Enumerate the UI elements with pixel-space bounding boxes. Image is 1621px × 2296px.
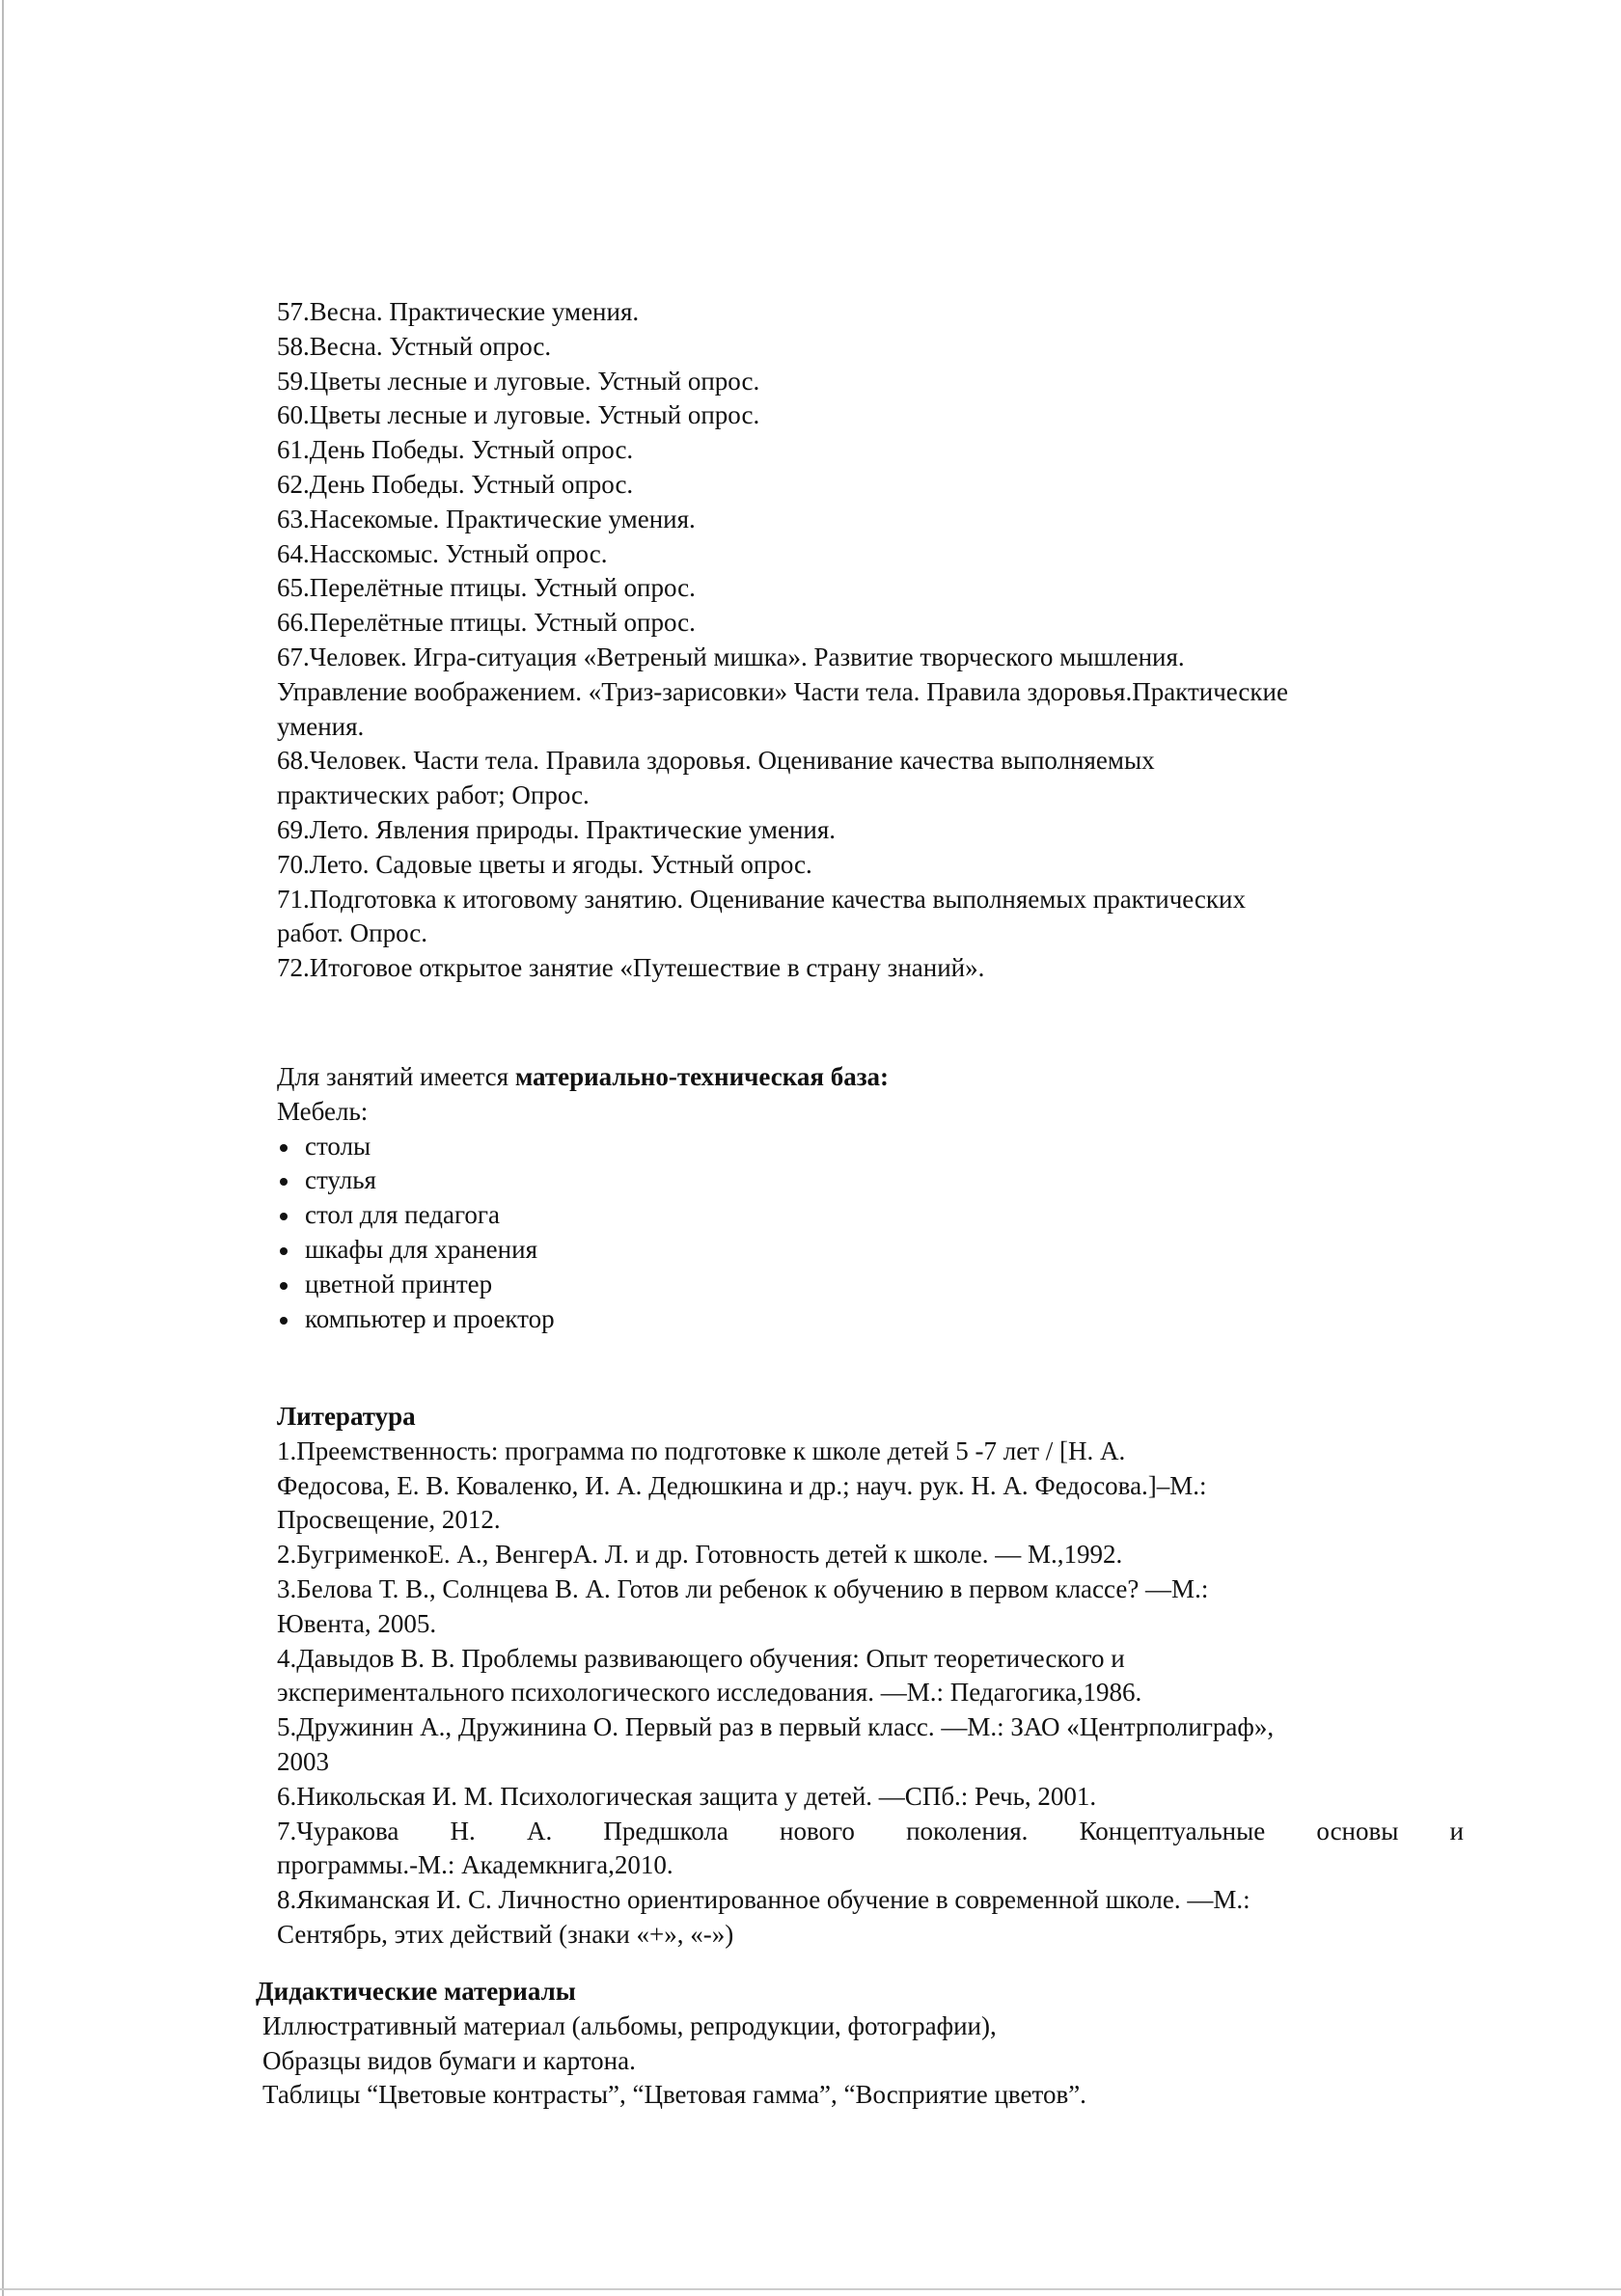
lesson-item xyxy=(277,503,1464,537)
literature-item xyxy=(277,1710,1464,1780)
lesson-item xyxy=(277,571,1464,606)
intro-bold-text: материально-техническая база: xyxy=(514,1062,890,1091)
material-base-intro xyxy=(277,1060,1464,1095)
furniture-item: шкафы для хранения xyxy=(277,1233,1464,1268)
literature-item-line: 8.Якиманская И. С. Личностно ориентированное обучение в современной школе. —М.: xyxy=(277,1885,1250,1915)
lesson-item-line: 62.День Победы. Устный опрос. xyxy=(277,469,634,499)
lesson-item-line: 66.Перелётные птицы. Устный опрос. xyxy=(277,608,696,638)
lesson-item-line: Управление воображением. «Триз-зарисовки» Части тела. Правила здоровья.Практические xyxy=(277,676,1288,706)
lesson-item xyxy=(277,537,1464,572)
literature-item-line: программы.-М.: Академкнига,2010. xyxy=(277,1850,673,1880)
lesson-item-line: 70.Лето. Садовые цветы и ягоды. Устный опрос. xyxy=(277,849,812,879)
lesson-item xyxy=(277,883,1464,952)
literature-item xyxy=(277,1883,1464,1953)
literature-heading: Литература xyxy=(277,1402,416,1431)
lesson-item-line: 63.Насекомые. Практические умения. xyxy=(277,504,696,533)
literature-list xyxy=(277,1435,1464,1953)
scan-bottom-edge xyxy=(0,2288,1621,2290)
lesson-item-line: практических работ; Опрос. xyxy=(277,780,590,810)
didactic-section xyxy=(256,1975,1462,2113)
didactic-item: Таблицы “Цветовые контрасты”, “Цветовая гамма”, “Восприятие цветов”. xyxy=(262,2080,1086,2110)
lesson-item xyxy=(277,433,1464,468)
literature-item-line: 7.Чуракова Н. А. Предшкола нового поколения. Концептуальные основы и xyxy=(277,1816,1464,1845)
literature-section xyxy=(277,1400,1464,1953)
lesson-item xyxy=(277,606,1464,641)
lesson-item-line: 58.Весна. Устный опрос. xyxy=(277,331,552,361)
lesson-item xyxy=(277,813,1464,848)
literature-item-line: 4.Давыдов В. В. Проблемы развивающего обучения: Опыт теоретического и xyxy=(277,1643,1125,1673)
lesson-item-line: 59.Цветы лесные и луговые. Устный опрос. xyxy=(277,366,760,396)
furniture-item: столы xyxy=(277,1130,1464,1164)
lesson-item-line: умения. xyxy=(277,711,365,741)
intro-text: Для занятий имеется xyxy=(277,1062,515,1091)
furniture-item: цветной принтер xyxy=(277,1268,1464,1302)
literature-item-line: 2.БугрименкоЕ. А., ВенгерА. Л. и др. Готовность детей к школе. — М.,1992. xyxy=(277,1540,1123,1570)
lesson-item-line: работ. Опрос. xyxy=(277,918,427,948)
furniture-list xyxy=(277,1130,1464,1337)
lesson-item xyxy=(277,744,1464,813)
lesson-item-line: 71.Подготовка к итоговому занятию. Оценивание качества выполняемых практических xyxy=(277,884,1246,914)
literature-item xyxy=(277,1435,1464,1538)
lesson-item-line: 65.Перелётные птицы. Устный опрос. xyxy=(277,573,696,603)
literature-item-line: 3.Белова Т. В., Солнцева В. А. Готов ли ребенок к обучению в первом классе? —М.: xyxy=(277,1573,1209,1603)
lesson-item xyxy=(277,398,1464,433)
lesson-item xyxy=(277,641,1464,744)
literature-item xyxy=(277,1780,1464,1815)
lesson-item xyxy=(277,295,1464,330)
furniture-item: стол для педагога xyxy=(277,1198,1464,1233)
scan-edge xyxy=(2,0,4,2296)
literature-item-line: 1.Преемственность: программа по подготовке к школе детей 5 -7 лет / [Н. А. xyxy=(277,1435,1126,1465)
didactic-item: Образцы видов бумаги и картона. xyxy=(262,2045,636,2075)
literature-item-line: Ювента, 2005. xyxy=(277,1608,437,1638)
literature-item-line: Федосова, Е. В. Коваленко, И. А. Дедюшкина и др.; науч. рук. Н. А. Федосова.]–М.: xyxy=(277,1470,1207,1500)
furniture-item: стулья xyxy=(277,1163,1464,1198)
lesson-item-line: 57.Весна. Практические умения. xyxy=(277,297,640,326)
lesson-item-line: 68.Человек. Части тела. Правила здоровья. Оценивание качества выполняемых xyxy=(277,746,1155,776)
lesson-item-line: 67.Человек. Игра-ситуация «Ветреный мишка». Развитие творческого мышления. xyxy=(277,642,1185,671)
lesson-item xyxy=(277,365,1464,399)
lesson-item-line: 69.Лето. Явления природы. Практические умения. xyxy=(277,814,837,844)
lesson-item-line: 60.Цветы лесные и луговые. Устный опрос. xyxy=(277,400,760,430)
literature-item-line: 2003 xyxy=(277,1746,329,1776)
lesson-item xyxy=(277,848,1464,883)
literature-item-line: Сентябрь, этих действий (знаки «+», «-») xyxy=(277,1919,734,1949)
literature-item xyxy=(277,1642,1464,1711)
literature-item-line: экспериментального психологического исследования. —М.: Педагогика,1986. xyxy=(277,1678,1142,1708)
literature-item-line: Просвещение, 2012. xyxy=(277,1505,501,1535)
literature-item-line: 6.Никольская И. М. Психологическая защита у детей. —СПб.: Речь, 2001. xyxy=(277,1781,1097,1811)
lesson-item xyxy=(277,330,1464,365)
lesson-item-line: 72.Итоговое открытое занятие «Путешествие в страну знаний». xyxy=(277,953,985,983)
literature-item xyxy=(277,1538,1464,1572)
lesson-item-line: 61.День Победы. Устный опрос. xyxy=(277,435,634,465)
literature-item-line: 5.Дружинин А., Дружинина О. Первый раз в первый класс. —М.: ЗАО «Центрполиграф», xyxy=(277,1712,1275,1742)
literature-item xyxy=(277,1815,1464,1884)
didactic-heading: Дидактические материалы xyxy=(256,1977,576,2006)
lesson-item xyxy=(277,468,1464,503)
material-base-section xyxy=(277,1060,1464,1336)
furniture-item: компьютер и проектор xyxy=(277,1302,1464,1337)
lesson-item-line: 64.Насскомыс. Устный опрос. xyxy=(277,538,608,568)
literature-item xyxy=(277,1572,1464,1642)
lesson-item xyxy=(277,951,1464,986)
didactic-item: Иллюстративный материал (альбомы, репродукции, фотографии), xyxy=(262,2010,997,2040)
lesson-list xyxy=(277,295,1464,986)
furniture-label: Мебель: xyxy=(277,1096,369,1126)
